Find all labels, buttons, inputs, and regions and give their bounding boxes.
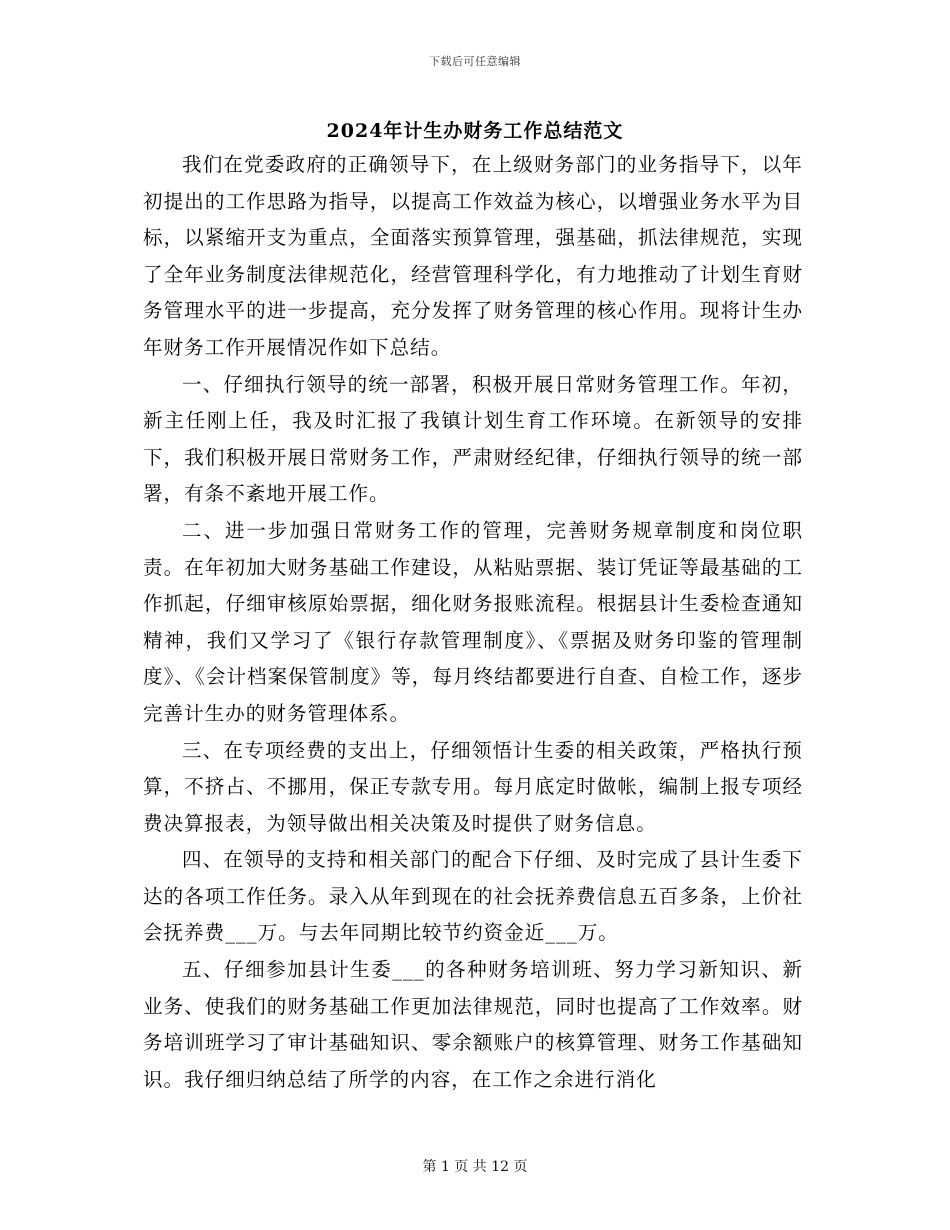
paragraph-intro: 我们在党委政府的正确领导下，在上级财务部门的业务指导下，以年初提出的工作思路为指导，以提高工作效益为核心，以增强业务水平为目标，以紧缩开支为重点，全面落实预算管理，强基础，抓法律规范，实现了全年业务制度法律规范化，经营管理科学化，有力地推动了计划生育财务管理水平的进一步提高，充分发挥了财务管理的核心作用。现将计生办年财务工作开展情况作如下总结。 (143, 153, 803, 359)
page-number-footer: 第 1 页 共 12 页 (422, 1159, 528, 1175)
header-note: 下载后可任意编辑 (429, 55, 521, 68)
paragraph-section-2: 二、进一步加强日常财务工作的管理，完善财务规章制度和岗位职责。在年初加大财务基础工作建设，从粘贴票据、装订凭证等最基础的工作抓起，仔细审核原始票据，细化财务报账流程。根据县计生委检查通知精神，我们又学习了《银行存款管理制度》、《票据及财务印鉴的管理制度》、《会计档案保管制度》等，每月终结都要进行自查、自检工作，逐步完善计生办的财务管理体系。 (143, 518, 803, 725)
paragraph-section-1: 一、仔细执行领导的统一部署，积极开展日常财务管理工作。年初，新主任刚上任，我及时汇报了我镇计划生育工作环境。在新领导的安排下，我们积极开展日常财务工作，严肃财经纪律，仔细执行领导的统一部署，有条不紊地开展工作。 (143, 372, 803, 506)
document-title: 2024年计生办财务工作总结范文 (326, 120, 624, 142)
paragraph-section-3: 三、在专项经费的支出上，仔细领悟计生委的相关政策，严格执行预算，不挤占、不挪用，保正专款专用。每月底定时做帐，编制上报专项经费决算报表，为领导做出相关决策及时提供了财务信息。 (143, 738, 803, 835)
paragraph-section-5: 五、仔细参加县计生委___的各种财务培训班、努力学习新知识、新业务、使我们的财务基础工作更加法律规范，同时也提高了工作效率。财务培训班学习了审计基础知识、零余额账户的核算管理、财务工作基础知识。我仔细归纳总结了所学的内容，在工作之余进行消化 (143, 958, 803, 1091)
document-body (143, 147, 803, 1098)
paragraph-section-4: 四、在领导的支持和相关部门的配合下仔细、及时完成了县计生委下达的各项工作任务。录入从年到现在的社会抚养费信息五百多条，上价社会抚养费___万。与去年同期比较节约资金近___万。 (143, 848, 803, 945)
